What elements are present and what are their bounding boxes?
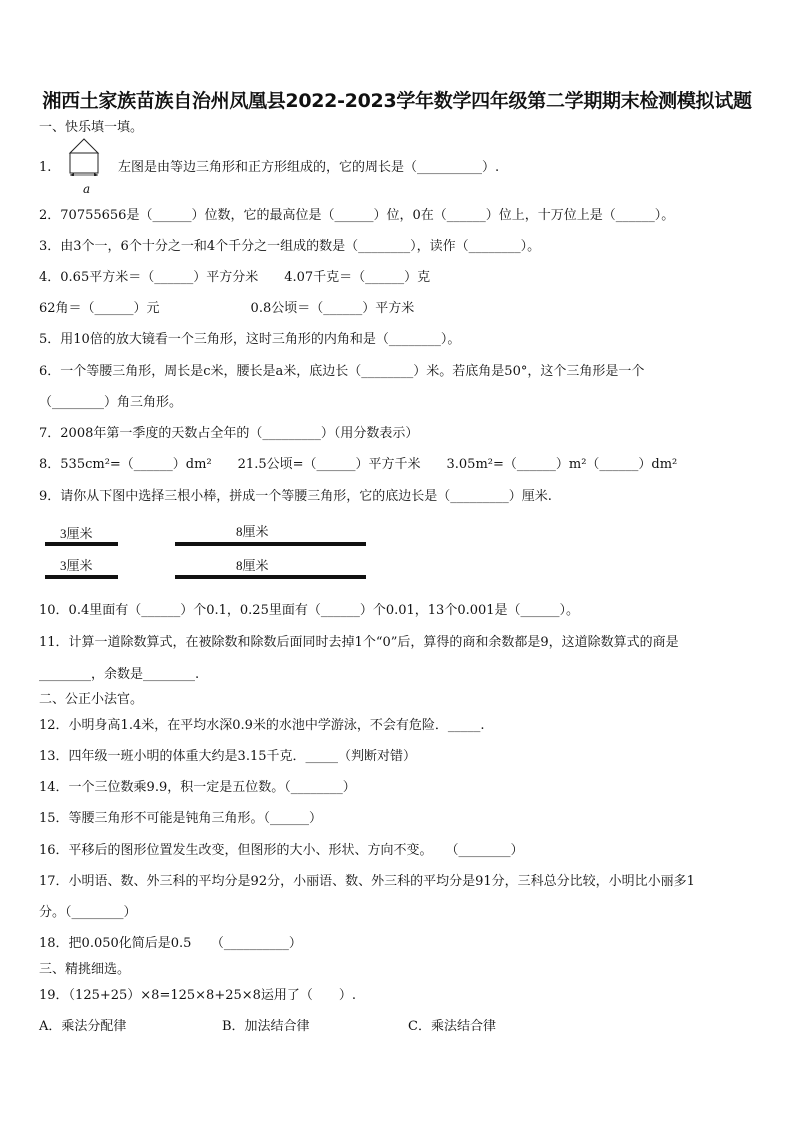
question-16: 16．平移后的图形位置发生改变，但图形的大小、形状、方向不变。 （________） bbox=[39, 843, 524, 858]
question-19: 19．（125+25）×8=125×8+25×8运用了（ ）. bbox=[39, 988, 357, 1003]
question-17-line-1: 17．小明语、数、外三科的平均分是92分，小丽语、数、外三科的平均分是91分，三科总分比较，小明比小丽多1 bbox=[39, 874, 695, 889]
q19-option-a: A．乘法分配律 bbox=[39, 1019, 127, 1034]
house-figure bbox=[66, 136, 106, 176]
question-11-line-2: ________，余数是________. bbox=[39, 667, 200, 682]
stick-short-2 bbox=[45, 575, 118, 579]
question-11-line-1: 11．计算一道除数算式，在被除数和除数后面同时去掉1个“0”后，算得的商和余数都是9，这道除数算式的商是 bbox=[39, 635, 679, 650]
question-4-line-2: 62角＝（______）元 0.8公顷＝（______）平方米 bbox=[39, 301, 415, 316]
stick-long-2 bbox=[175, 575, 366, 579]
question-4-line-1: 4．0.65平方米＝（______）平方分米 4.07千克＝（______）克 bbox=[39, 270, 431, 285]
stick-long-1 bbox=[175, 542, 366, 546]
question-12: 12．小明身高1.4米，在平均水深0.9米的水池中学游泳，不会有危险．_____. bbox=[39, 718, 485, 733]
section-heading-2: 二、公正小法官。 bbox=[39, 692, 144, 707]
section-heading-1: 一、快乐填一填。 bbox=[39, 120, 144, 135]
question-1-text: 左图是由等边三角形和正方形组成的，它的周长是（__________）. bbox=[118, 160, 500, 175]
sticks-figure bbox=[40, 520, 370, 586]
question-15: 15．等腰三角形不可能是钝角三角形。（______） bbox=[39, 811, 323, 826]
question-14: 14．一个三位数乘9.9，积一定是五位数。（________） bbox=[39, 780, 356, 795]
question-3: 3．由3个一，6个十分之一和4个千分之一组成的数是（________），读作（________）。 bbox=[39, 239, 541, 254]
section-heading-3: 三、精挑细选。 bbox=[39, 962, 131, 977]
q19-option-b: B．加法结合律 bbox=[222, 1019, 310, 1034]
stick-label-4: 8厘米 bbox=[236, 558, 269, 573]
stick-label-2: 8厘米 bbox=[236, 524, 269, 539]
question-7: 7．2008年第一季度的天数占全年的（_________）（用分数表示） bbox=[39, 426, 419, 441]
stick-label-1: 3厘米 bbox=[60, 526, 93, 541]
question-10: 10．0.4里面有（______）个0.1，0.25里面有（______）个0.01，13个0.001是（______）。 bbox=[39, 603, 580, 618]
side-length-label: a bbox=[83, 182, 91, 196]
equilateral-triangle bbox=[70, 139, 98, 153]
stick-short-1 bbox=[45, 542, 118, 546]
stick-label-3: 3厘米 bbox=[60, 558, 93, 573]
question-2: 2．70755656是（______）位数，它的最高位是（______）位，0在（______）位上，十万位上是（______）。 bbox=[39, 208, 675, 223]
page-title: 湘西土家族苗族自治州凤凰县2022-2023学年数学四年级第二学期期末检测模拟试题 bbox=[42, 90, 752, 112]
question-6-line-2: （________）角三角形。 bbox=[39, 395, 183, 410]
question-6-line-1: 6．一个等腰三角形，周长是c米，腰长是a米，底边长（________）米。若底角是50°，这个三角形是一个 bbox=[39, 364, 645, 379]
question-5: 5．用10倍的放大镜看一个三角形，这时三角形的内角和是（________）。 bbox=[39, 332, 461, 347]
q19-option-c: C．乘法结合律 bbox=[408, 1019, 496, 1034]
question-18: 18．把0.050化简后是0.5 （__________） bbox=[39, 936, 302, 951]
square bbox=[70, 153, 98, 173]
question-9: 9．请你从下图中选择三根小棒，拼成一个等腰三角形，它的底边长是（_________）厘米. bbox=[39, 489, 552, 504]
question-13: 13．四年级一班小明的体重大约是3.15千克．_____（判断对错） bbox=[39, 749, 416, 764]
question-1-number: 1. bbox=[39, 160, 52, 175]
question-17-line-2: 分。（________） bbox=[39, 905, 137, 920]
question-8: 8．535cm²=（______）dm² 21.5公顷=（______）平方千米 3.05m²=（______）m²（______）dm² bbox=[39, 457, 678, 472]
